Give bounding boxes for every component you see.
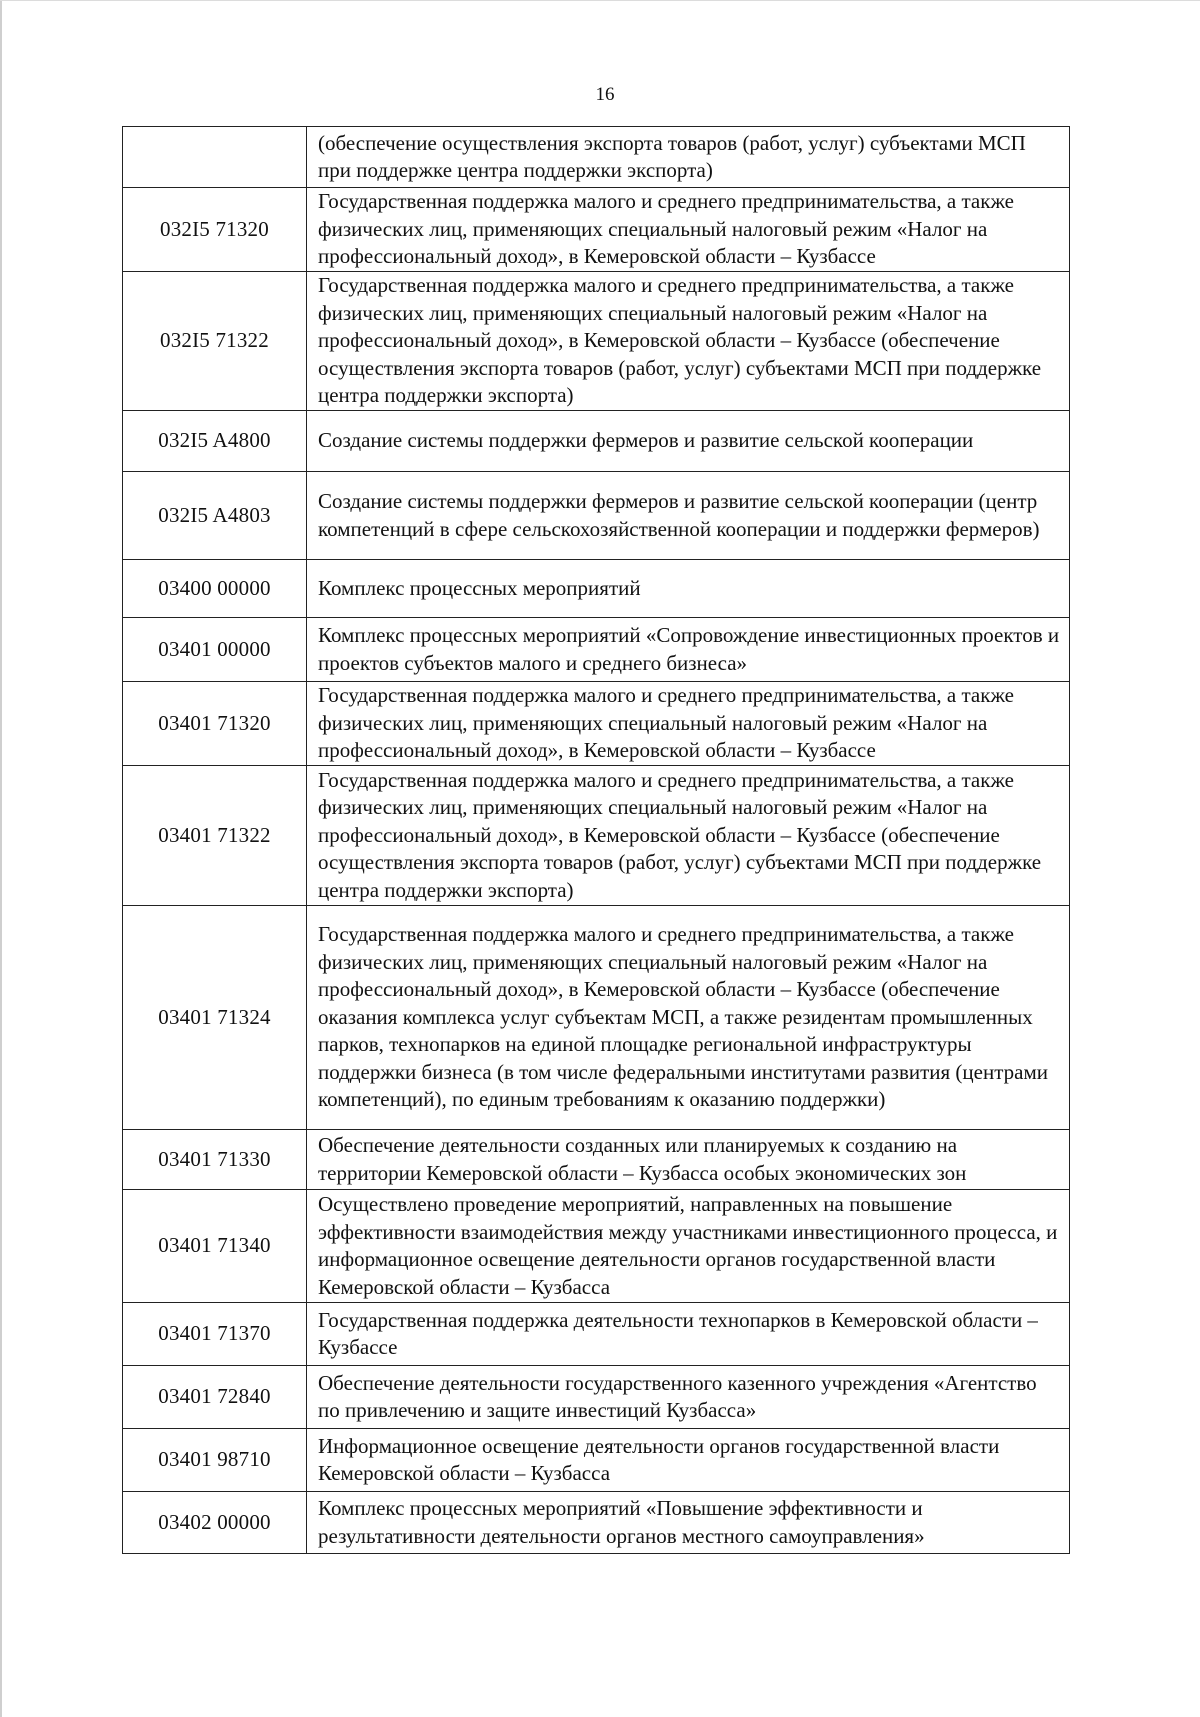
description-cell: Государственная поддержка малого и среднего предпринимательства, а также физических лиц, применяющих специальный налоговый режим «Налог на профессиональный доход», в Кемеровской области – Кузбассе (обеспечение оказания комплекса услуг субъектам МСП, а также резидентам промышленных парков, технопарков на единой площадке региональной инфраструктуры поддержки бизнеса (в том числе федеральными институтами развития (центрами компетенций), по единым требованиям к оказанию поддержки)	[307, 906, 1070, 1130]
description-cell: Комплекс процессных мероприятий «Повышение эффективности и результативности деятельности органов местного самоуправления»	[307, 1492, 1070, 1554]
code-cell: 03401 71340	[123, 1190, 307, 1303]
description-cell: Комплекс процессных мероприятий	[307, 560, 1070, 618]
table-row	[123, 682, 1070, 766]
scan-edge	[0, 0, 1200, 1]
code-cell: 032I5 71322	[123, 272, 307, 411]
description-cell: Информационное освещение деятельности органов государственной власти Кемеровской области – Кузбасса	[307, 1429, 1070, 1492]
description-cell: Государственная поддержка малого и среднего предпринимательства, а также физических лиц, применяющих специальный налоговый режим «Налог на профессиональный доход», в Кемеровской области – Кузбассе (обеспечение осуществления экспорта товаров (работ, услуг) субъектами МСП при поддержке центра поддержки экспорта)	[307, 766, 1070, 906]
page-number: 16	[595, 84, 615, 105]
table-row	[123, 1190, 1070, 1303]
code-cell: 03401 71320	[123, 682, 307, 766]
description-cell: Государственная поддержка малого и среднего предпринимательства, а также физических лиц, применяющих специальный налоговый режим «Налог на профессиональный доход», в Кемеровской области – Кузбассе	[307, 188, 1070, 272]
code-cell: 03402 00000	[123, 1492, 307, 1554]
table-row	[123, 618, 1070, 682]
code-cell: 03401 71370	[123, 1303, 307, 1366]
table-row	[123, 472, 1070, 560]
code-cell: 032I5 A4800	[123, 411, 307, 472]
description-cell: Обеспечение деятельности созданных или планируемых к созданию на территории Кемеровской области – Кузбасса особых экономических зон	[307, 1130, 1070, 1190]
code-cell: 03401 71322	[123, 766, 307, 906]
description-cell: Государственная поддержка малого и среднего предпринимательства, а также физических лиц, применяющих специальный налоговый режим «Налог на профессиональный доход», в Кемеровской области – Кузбассе (обеспечение осуществления экспорта товаров (работ, услуг) субъектами МСП при поддержке центра поддержки экспорта)	[307, 272, 1070, 411]
code-cell	[123, 127, 307, 188]
description-cell: Обеспечение деятельности государственного казенного учреждения «Агентство по привлечению и защите инвестиций Кузбасса»	[307, 1366, 1070, 1429]
description-cell: Комплекс процессных мероприятий «Сопровождение инвестиционных проектов и проектов субъектов малого и среднего бизнеса»	[307, 618, 1070, 682]
description-cell: Осуществлено проведение мероприятий, направленных на повышение эффективности взаимодействия между участниками инвестиционного процесса, и информационное освещение деятельности органов государственной власти Кемеровской области – Кузбасса	[307, 1190, 1070, 1303]
code-cell: 032I5 A4803	[123, 472, 307, 560]
table-row	[123, 1429, 1070, 1492]
description-cell: (обеспечение осуществления экспорта товаров (работ, услуг) субъектами МСП при поддержке центра поддержки экспорта)	[307, 127, 1070, 188]
code-cell: 032I5 71320	[123, 188, 307, 272]
description-cell: Создание системы поддержки фермеров и развитие сельской кооперации (центр компетенций в сфере сельскохозяйственной кооперации и поддержки фермеров)	[307, 472, 1070, 560]
code-cell: 03401 72840	[123, 1366, 307, 1429]
table-row	[123, 1366, 1070, 1429]
code-cell: 03401 71330	[123, 1130, 307, 1190]
table-row	[123, 272, 1070, 411]
table-row	[123, 188, 1070, 272]
table-row	[123, 1130, 1070, 1190]
table-row	[123, 766, 1070, 906]
description-cell: Государственная поддержка деятельности технопарков в Кемеровской области – Кузбассе	[307, 1303, 1070, 1366]
table-row	[123, 1492, 1070, 1554]
code-cell: 03400 00000	[123, 560, 307, 618]
budget-codes-table	[122, 126, 1070, 1554]
code-cell: 03401 71324	[123, 906, 307, 1130]
code-cell: 03401 98710	[123, 1429, 307, 1492]
table-row	[123, 411, 1070, 472]
table-row	[123, 1303, 1070, 1366]
table-row	[123, 560, 1070, 618]
scan-edge	[0, 0, 2, 1717]
description-cell: Создание системы поддержки фермеров и развитие сельской кооперации	[307, 411, 1070, 472]
table-row	[123, 906, 1070, 1130]
table-row	[123, 127, 1070, 188]
description-cell: Государственная поддержка малого и среднего предпринимательства, а также физических лиц, применяющих специальный налоговый режим «Налог на профессиональный доход», в Кемеровской области – Кузбассе	[307, 682, 1070, 766]
code-cell: 03401 00000	[123, 618, 307, 682]
